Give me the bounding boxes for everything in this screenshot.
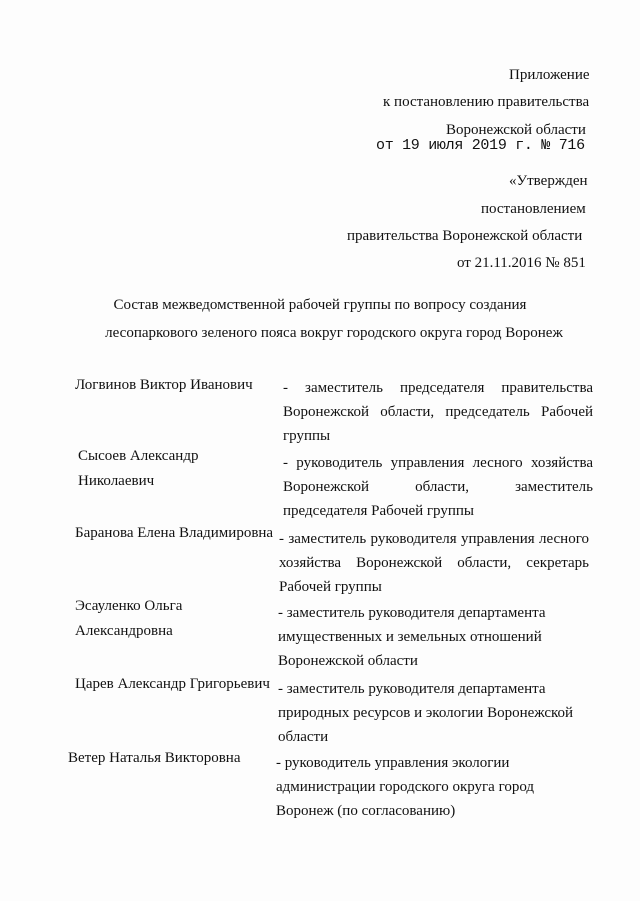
member-duty-line: - заместитель председателя правительства [283, 380, 593, 396]
member-duty [276, 751, 586, 823]
approved-label: «Утвержден [509, 173, 588, 189]
approval-date: от 21.11.2016 № 851 [457, 255, 586, 271]
member-duty [279, 527, 589, 599]
member-duty-line: - руководитель управления экологии [276, 755, 510, 771]
member-name-cont: Александровна [75, 623, 173, 639]
resolution-stamp: от 19 июля 2019 г. № 716 [376, 137, 585, 154]
member-duty-line: группы [283, 428, 331, 444]
to-resolution-label: к постановлению правительства [383, 94, 590, 110]
member-duty-line: председателя Рабочей группы [283, 503, 474, 519]
member-duty [283, 451, 593, 523]
member-duty [283, 376, 593, 448]
member-name: Ветер Наталья Викторовна [68, 750, 241, 766]
member-duty-line: - руководитель управления лесного хозяйства [283, 455, 593, 471]
member-duty-line: Воронеж (по согласованию) [276, 803, 456, 819]
region-label: Воронежской области [446, 122, 586, 138]
member-duty-line: области [278, 729, 329, 745]
member-duty-line: Рабочей группы [279, 579, 382, 595]
member-name: Сысоев Александр [78, 448, 199, 464]
document-title-line-2: лесопаркового зеленого пояса вокруг городского округа город Воронеж [105, 325, 563, 341]
member-name: Баранова Елена Владимировна [75, 525, 274, 541]
member-duty-line: хозяйства Воронежской области, секретарь [279, 555, 589, 571]
member-duty-line: - заместитель руководителя департамента [278, 681, 546, 697]
member-name: Царев Александр Григорьевич [75, 676, 270, 692]
member-duty [278, 677, 588, 749]
member-duty-line: Воронежской области, заместитель [283, 479, 593, 495]
member-duty-line: - заместитель руководителя департамента [278, 605, 546, 621]
member-name: Логвинов Виктор Иванович [75, 377, 253, 393]
member-duty-line: природных ресурсов и экологии Воронежской [278, 705, 574, 721]
member-duty-line: администрации городского округа город [276, 779, 535, 795]
member-duty [278, 601, 588, 673]
government-label: правительства Воронежской области [347, 228, 583, 244]
member-duty-line: Воронежской области [278, 653, 418, 669]
document-title-line-1: Состав межведомственной рабочей группы по вопросу создания [113, 297, 527, 313]
member-duty-line: имущественных и земельных отношений [278, 629, 542, 645]
member-name-cont: Николаевич [78, 473, 155, 489]
by-resolution-label: постановлением [481, 201, 586, 217]
member-duty-line: Воронежской области, председатель Рабочей [283, 404, 593, 420]
appendix-label: Приложение [509, 67, 590, 83]
member-name: Эсауленко Ольга [75, 598, 183, 614]
member-duty-line: - заместитель руководителя управления лесного [279, 531, 589, 547]
